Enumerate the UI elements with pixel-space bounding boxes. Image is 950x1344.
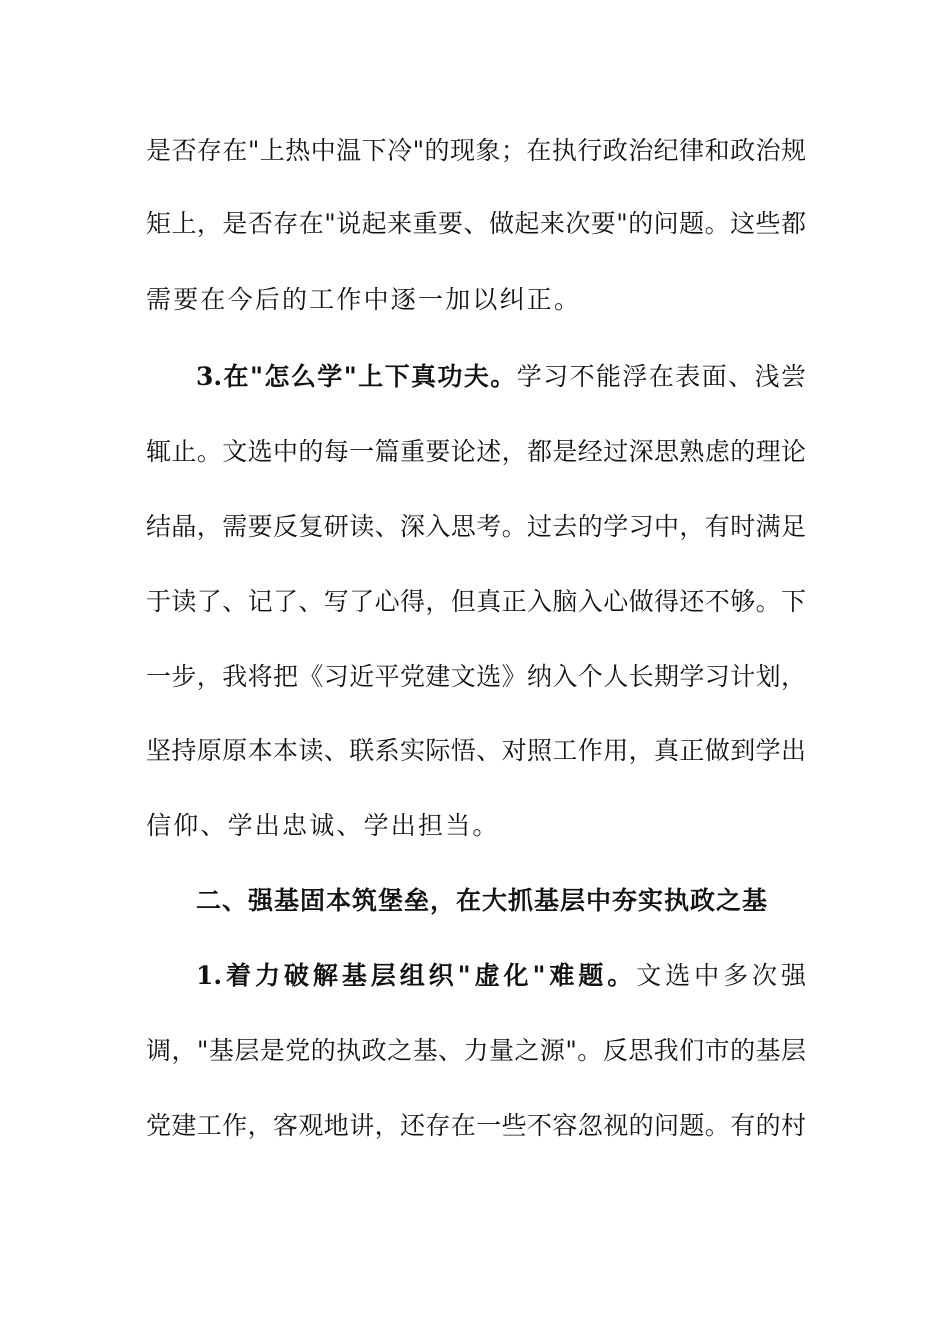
body-text-line: 矩上，是否存在"说起来重要、做起来次要"的问题。这些都 [146,209,806,238]
paragraph-3-first-line [196,357,806,397]
body-text-line: 需要在今后的工作中逐一加以纠正。 [146,285,582,314]
body-text-line: 辄止。文选中的每一篇重要论述，都是经过深思熟虑的理论 [146,437,806,466]
body-text-line: 党建工作，客观地讲，还存在一些不容忽视的问题。有的村 [146,1111,806,1140]
body-text-line: 信仰、学出忠诚、学出担当。 [146,811,500,840]
subheading-1: 1.着力破解基层组织"虚化"难题。 [196,961,637,990]
body-text-line: 是否存在"上热中温下冷"的现象；在执行政治纪律和政治规 [146,136,806,165]
body-text-line: 坚持原原本本读、联系实际悟、对照工作用，真正做到学出 [146,736,806,765]
subheading-3: 3.在"怎么学"上下真功夫。 [196,362,517,391]
body-text-line: 调，"基层是党的执政之基、力量之源"。反思我们市的基层 [146,1036,806,1065]
body-text-line: 结晶，需要反复研读、深入思考。过去的学习中，有时满足 [146,512,806,541]
body-text-run: 学习不能浮在表面、浅尝 [516,362,806,391]
paragraph-1-first-line [196,956,806,996]
body-text-line: 于读了、记了、写了心得，但真正入脑入心做得还不够。下 [146,587,806,616]
section-heading: 二、强基固本筑堡垒，在大抓基层中夯实执政之基 [196,886,769,915]
body-text-line: 一步，我将把《习近平党建文选》纳入个人长期学习计划， [146,662,806,691]
body-text-run: 文选中多次强 [636,961,806,990]
